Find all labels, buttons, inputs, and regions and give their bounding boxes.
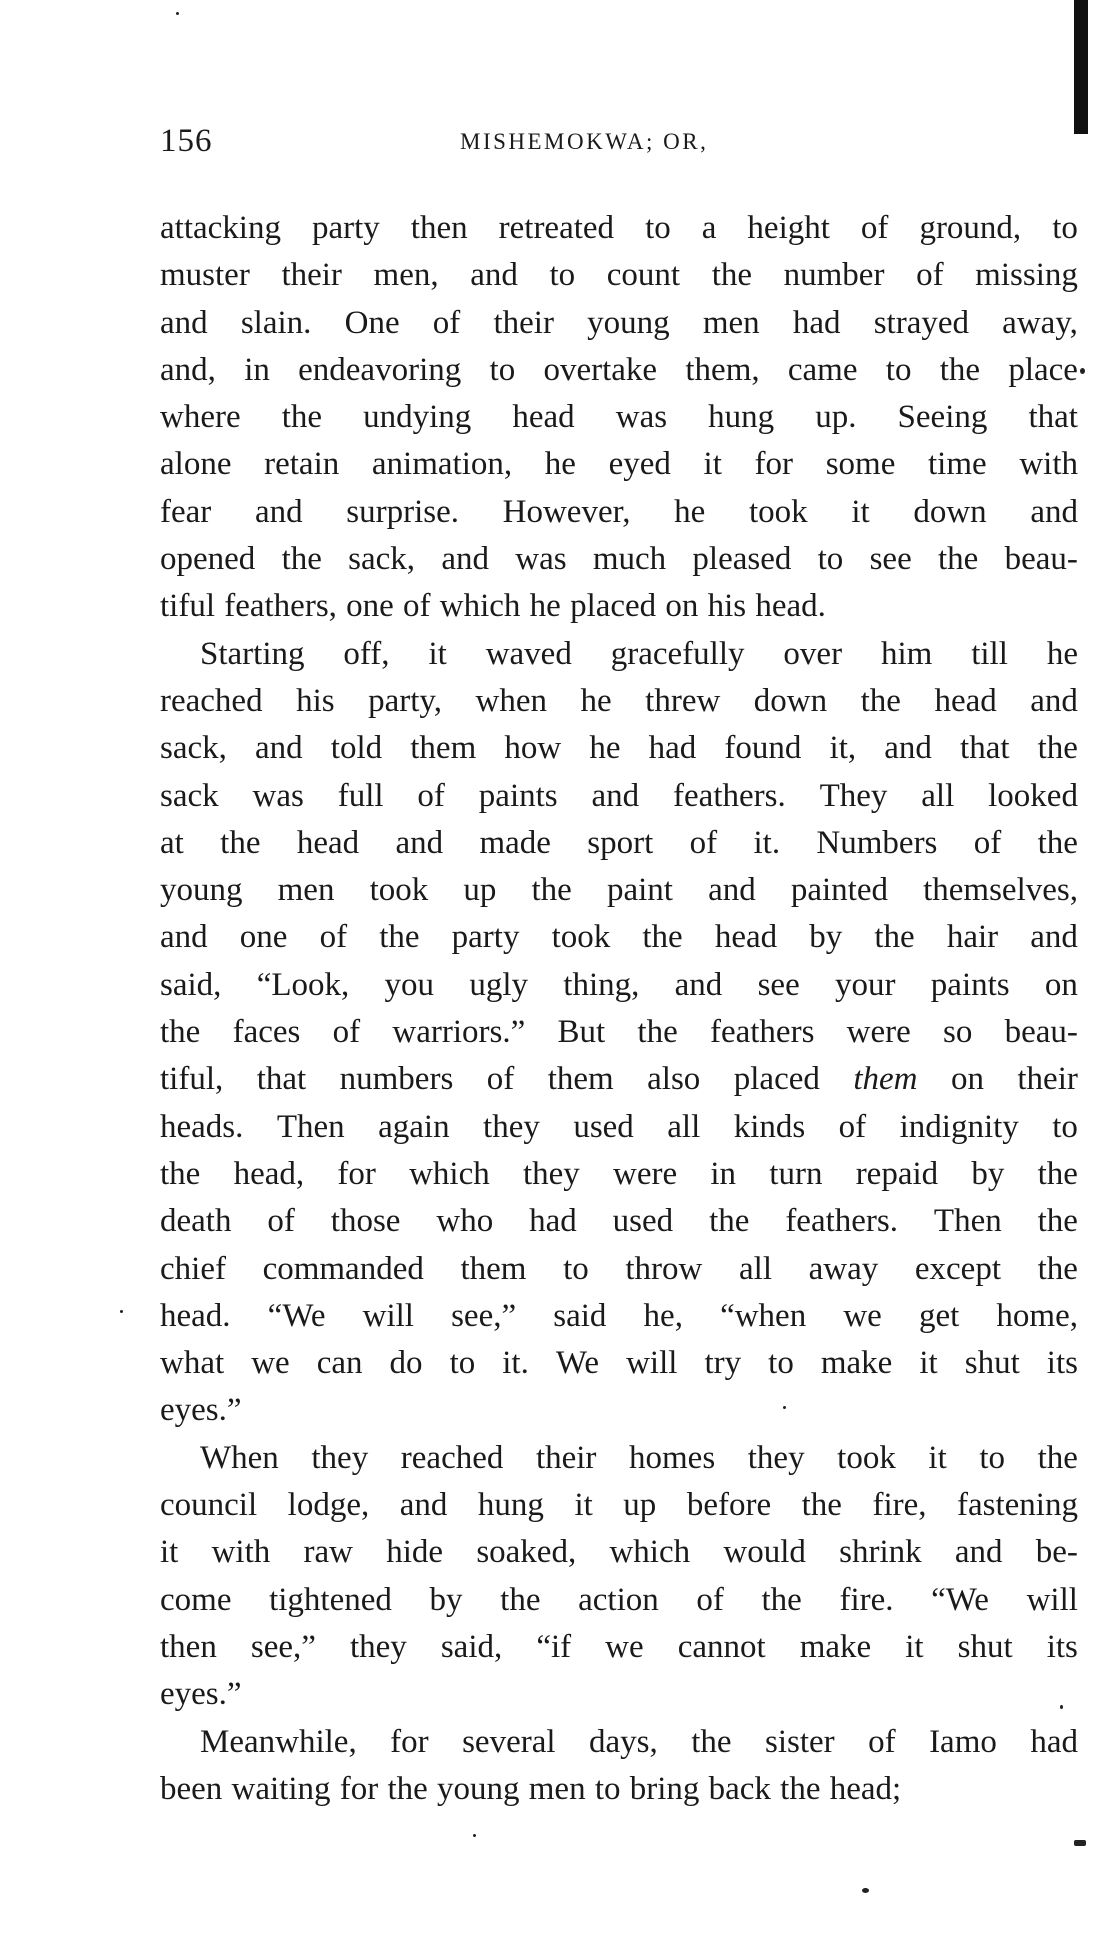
text-line: been waiting for the young men to bring back the head; [160,1770,902,1807]
text-line: death of those who had used the feathers. Then the [160,1203,1078,1240]
text-line: eyes.” [160,1392,242,1429]
text-line: head. “We will see,” said he, “when we get home, [160,1297,1078,1334]
text-line: then see,” they said, “if we cannot make it shut its [160,1628,1078,1665]
text-line: the head, for which they were in turn repaid by the [160,1155,1078,1192]
text-line: heads. Then again they used all kinds of indignity to [160,1108,1078,1145]
page-header [160,123,1070,163]
scan-speck [120,1310,123,1313]
text-line: opened the sack, and was much pleased to see the beau- [160,541,1078,578]
running-head: MISHEMOKWA; OR, [460,129,709,154]
text-line: and one of the party took the head by the hair and [160,919,1078,956]
text-line: come tightened by the action of the fire. “We will [160,1581,1078,1618]
text-line: tiful, that numbers of them also placed them on their [160,1061,1078,1098]
text-line: tiful feathers, one of which he placed on his head. [160,588,826,625]
text-line: and, in endeavoring to overtake them, came to the place [160,351,1078,388]
text-line: chief commanded them to throw all away except the [160,1250,1078,1287]
text-line: fear and surprise. However, he took it down and [160,493,1078,530]
body-text [160,205,1078,1813]
text-line: Meanwhile, for several days, the sister of Iamo had [200,1723,1078,1760]
text-line: at the head and made sport of it. Numbers of the [160,824,1078,861]
text-line: Starting off, it waved gracefully over him till he [200,635,1078,672]
text-line: sack was full of paints and feathers. They all looked [160,777,1078,814]
text-line: When they reached their homes they took it to the [200,1439,1078,1476]
text-line: alone retain animation, he eyed it for some time with [160,446,1078,483]
text-line: said, “Look, you ugly thing, and see your paints on [160,966,1078,1003]
text-line: the faces of warriors.” But the feathers were so beau- [160,1014,1078,1051]
text-line: it with raw hide soaked, which would shrink and be- [160,1534,1078,1571]
scan-speck [1080,368,1085,374]
scan-speck [176,12,179,15]
text-line: attacking party then retreated to a height of ground, to [160,210,1078,246]
scan-edge-mark [1074,0,1088,134]
scan-speck [473,1834,476,1837]
text-line: where the undying head was hung up. Seeing that [160,399,1078,436]
scan-speck [862,1888,869,1893]
text-line: and slain. One of their young men had strayed away, [160,304,1078,341]
scan-speck [783,1406,786,1409]
text-line: reached his party, when he threw down the head and [160,682,1078,719]
text-line: young men took up the paint and painted themselves, [160,872,1078,909]
text-line: muster their men, and to count the number of missing [160,257,1078,294]
text-line: council lodge, and hung it up before the fire, fastening [160,1487,1078,1524]
scan-speck [1074,1840,1086,1846]
text-line: eyes.” [160,1676,242,1713]
scan-speck [1060,1705,1063,1709]
page-number: 156 [160,123,213,159]
text-line: what we can do to it. We will try to make it shut its [160,1345,1078,1382]
text-line: sack, and told them how he had found it, and that the [160,730,1078,767]
